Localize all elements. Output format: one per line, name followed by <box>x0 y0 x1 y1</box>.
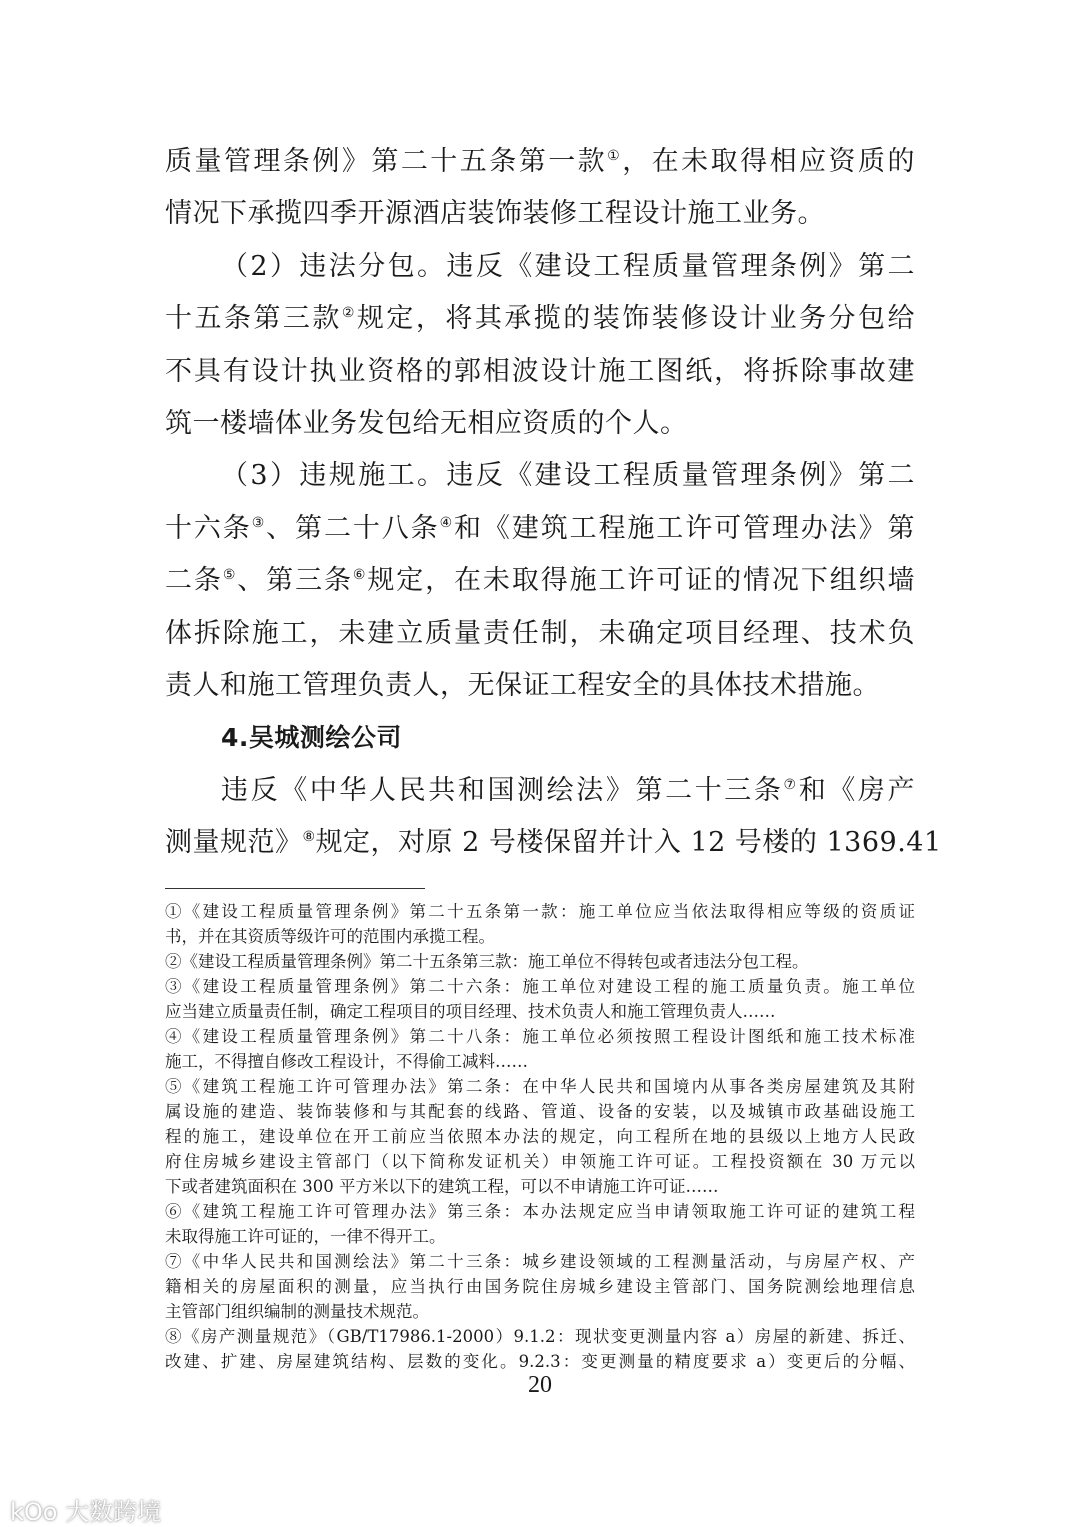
text-segment: （3）违规施工。违反《建设工程质量管理条例》第二 <box>221 460 915 492</box>
footnote-line: ⑥《建筑工程施工许可管理办法》第三条：本办法规定应当申请领取施工许可证的建筑工程 <box>165 1202 915 1221</box>
text-segment: 4.吴城测绘公司 <box>221 723 402 753</box>
text-segment: 十五条第三款 <box>165 303 342 335</box>
footnote-ref[interactable]: ⑥ <box>352 567 368 584</box>
text-segment: （2）违法分包。违反《建设工程质量管理条例》第二 <box>221 250 915 282</box>
body-line <box>165 346 915 398</box>
footnote-line: ③《建设工程质量管理条例》第二十六条：施工单位对建设工程的施工质量负责。施工单位 <box>165 977 915 996</box>
footnote-line: 属设施的建造、装饰装修和与其配套的线路、管道、设备的安装，以及城镇市政基础设施工 <box>165 1102 915 1121</box>
text-segment: 违反《中华人民共和国测绘法》第二十三条 <box>221 774 784 806</box>
text-segment: ，在未取得相应资质的 <box>622 146 916 177</box>
footnote-line: ①《建设工程质量管理条例》第二十五条第一款：施工单位应当依法取得相应等级的资质证 <box>165 902 915 921</box>
footnote-ref[interactable]: ⑦ <box>783 776 799 793</box>
body-line <box>165 817 942 869</box>
body-line <box>165 765 915 817</box>
footnote-ref[interactable]: ⑤ <box>222 567 238 584</box>
body-text <box>165 136 942 869</box>
text-segment: 十六条 <box>165 512 252 544</box>
text-segment: 不具有设计执业资格的郭相波设计施工图纸，将拆除事故建 <box>165 355 915 387</box>
footnote-line: 程的施工，建设单位在开工前应当依照本办法的规定，向工程所在地的县级以上地方人民政 <box>165 1127 915 1146</box>
footnote-line: ⑤《建筑工程施工许可管理办法》第二条：在中华人民共和国境内从事各类房屋建筑及其附 <box>165 1077 915 1096</box>
footnote-line: ②《建设工程质量管理条例》第二十五条第三款：施工单位不得转包或者违法分包工程。 <box>165 952 809 971</box>
body-line <box>165 660 915 712</box>
text-segment: 情况下承揽四季开源酒店装饰装修工程设计施工业务。 <box>165 198 825 230</box>
text-segment: 体拆除施工，未建立质量责任制，未确定项目经理、技术负 <box>165 617 915 649</box>
body-line <box>165 293 915 345</box>
footnotes <box>165 899 915 1374</box>
footnote-ref[interactable]: ③ <box>251 514 267 531</box>
footnote-ref[interactable]: ① <box>607 148 623 164</box>
text-segment: 和《房产 <box>798 774 916 806</box>
footnote-ref[interactable]: ④ <box>439 514 455 531</box>
body-line <box>165 503 915 555</box>
footnote-ref[interactable]: ⑧ <box>302 829 316 846</box>
body-line <box>165 188 915 240</box>
body-line <box>165 555 915 607</box>
footnote-separator <box>165 888 425 889</box>
text-segment: 测量规范》 <box>165 827 303 859</box>
body-line <box>165 136 915 188</box>
footnote-line: 未取得施工许可证的，一律不得开工。 <box>165 1227 446 1246</box>
text-segment: 、第二十八条 <box>266 512 440 544</box>
body-line <box>165 241 915 293</box>
text-segment: 质量管理条例》第二十五条第一款 <box>165 146 608 177</box>
body-line <box>165 398 915 450</box>
text-segment: 和《建筑工程施工许可管理办法》第 <box>454 512 916 544</box>
watermark-logo: kOo 大数跨境 <box>10 1498 162 1526</box>
text-segment: 规定，对原 2 号楼保留并计入 12 号楼的 1369.41 <box>315 827 942 859</box>
section-heading <box>165 712 915 764</box>
body-line <box>165 450 915 502</box>
footnote-line: ⑧《房产测量规范》（GB/T17986.1-2000）9.1.2：现状变更测量内容 a）房屋的新建、拆迁、 <box>165 1327 915 1346</box>
text-segment: 筑一楼墙体业务发包给无相应资质的个人。 <box>165 407 688 439</box>
footnote-line: 书，并在其资质等级许可的范围内承揽工程。 <box>165 927 495 946</box>
footnote-line: 府住房城乡建设主管部门（以下简称发证机关）申领施工许可证。工程投资额在 30 万元以 <box>165 1152 915 1171</box>
footnote-line: 改建、扩建、房屋建筑结构、层数的变化。9.2.3：变更测量的精度要求 a）变更后的分幅、 <box>165 1352 915 1371</box>
footnote-line: 下或者建筑面积在 300 平方米以下的建筑工程，可以不申请施工许可证…… <box>165 1177 719 1196</box>
body-line <box>165 608 915 660</box>
text-segment: 责人和施工管理负责人，无保证工程安全的具体技术措施。 <box>165 669 880 701</box>
page-number: 20 <box>528 1372 552 1398</box>
footnote-line: 应当建立质量责任制，确定工程项目的项目经理、技术负责人和施工管理负责人…… <box>165 1002 776 1021</box>
footnote-line: ⑦《中华人民共和国测绘法》第二十三条：城乡建设领域的工程测量活动，与房屋产权、产 <box>165 1252 915 1271</box>
footnote-ref[interactable]: ② <box>341 305 357 322</box>
footnote-line: ④《建设工程质量管理条例》第二十八条：施工单位必须按照工程设计图纸和施工技术标准 <box>165 1027 915 1046</box>
footnote-line: 主管部门组织编制的测量技术规范。 <box>165 1302 429 1321</box>
footnote-line: 籍相关的房屋面积的测量，应当执行由国务院住房城乡建设主管部门、国务院测绘地理信息 <box>165 1277 915 1296</box>
text-segment: 二条 <box>165 565 223 597</box>
footnote-line: 施工，不得擅自修改工程设计，不得偷工减料…… <box>165 1052 528 1071</box>
text-segment: 规定，在未取得施工许可证的情况下组织墙 <box>367 565 916 597</box>
text-segment: 规定，将其承揽的装饰装修设计业务分包给 <box>356 303 916 335</box>
text-segment: 、第三条 <box>237 565 353 597</box>
